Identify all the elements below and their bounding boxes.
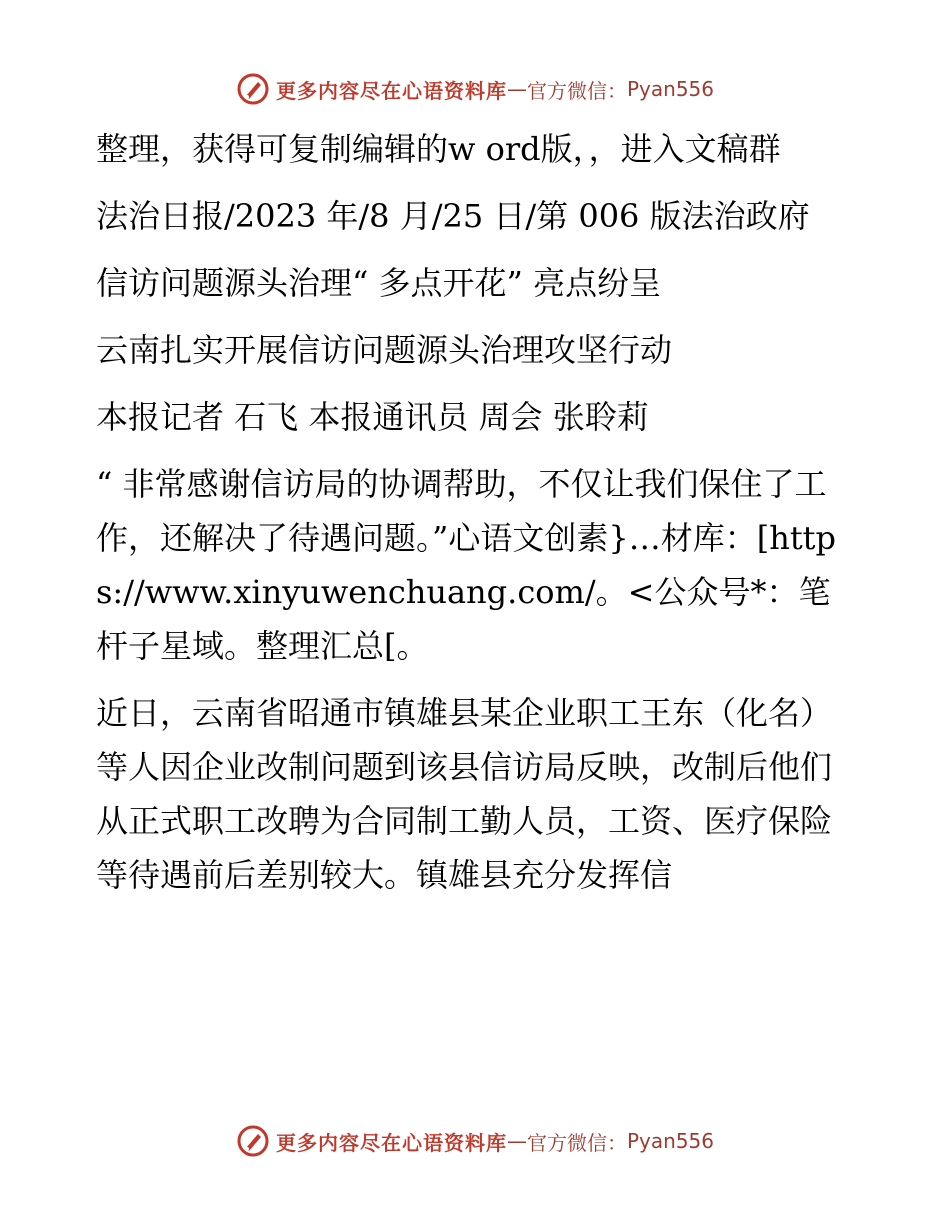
paragraph-quote: “ 非常感谢信访局的协调帮助，不仅让我们保住了工作，还解决了待遇问题。”心语文创素}…材库：[https://www.xinyuwenchuang.com/。<公众号*：笔杆子星域。整理汇总[。 [96,465,837,665]
banner-title: 更多内容尽在心语资料库 [275,1130,507,1155]
pen-logo-icon [236,72,270,106]
paragraph-subheadline: 云南扎实开展信访问题源头治理攻坚行动 [96,331,673,369]
header-banner [0,72,950,106]
banner-dash: — [506,1129,527,1153]
paragraph-intro: 整理，获得可复制编辑的w ord版，，进入文稿群 [96,130,781,168]
banner-title: 更多内容尽在心语资料库 [275,78,507,103]
banner-contact-label: 官方微信： [526,1130,627,1155]
banner-contact-label: 官方微信： [526,78,627,103]
banner-dash: — [506,77,527,101]
paragraph-body: 近日，云南省昭通市镇雄县某企业职工王东（化名）等人因企业改制问题到该县信访局反映，改制后他们从正式职工改聘为合同制工勤人员，工资、医疗保险等待遇前后差别较大。镇雄县充分发挥信 [96,694,833,894]
paragraph-headline: 信访问题源头治理“ 多点开花” 亮点纷呈 [96,264,662,302]
document-body [96,122,856,915]
banner-contact-value: Pyan556 [626,77,714,101]
footer-banner [0,1124,950,1158]
paragraph-source: 法治日报/2023 年/8 月/25 日/第 006 版法治政府 [96,197,810,235]
pen-logo-icon [236,1124,270,1158]
paragraph-byline: 本报记者 石飞 本报通讯员 周会 张聆莉 [96,398,649,436]
banner-contact-value: Pyan556 [626,1129,714,1153]
